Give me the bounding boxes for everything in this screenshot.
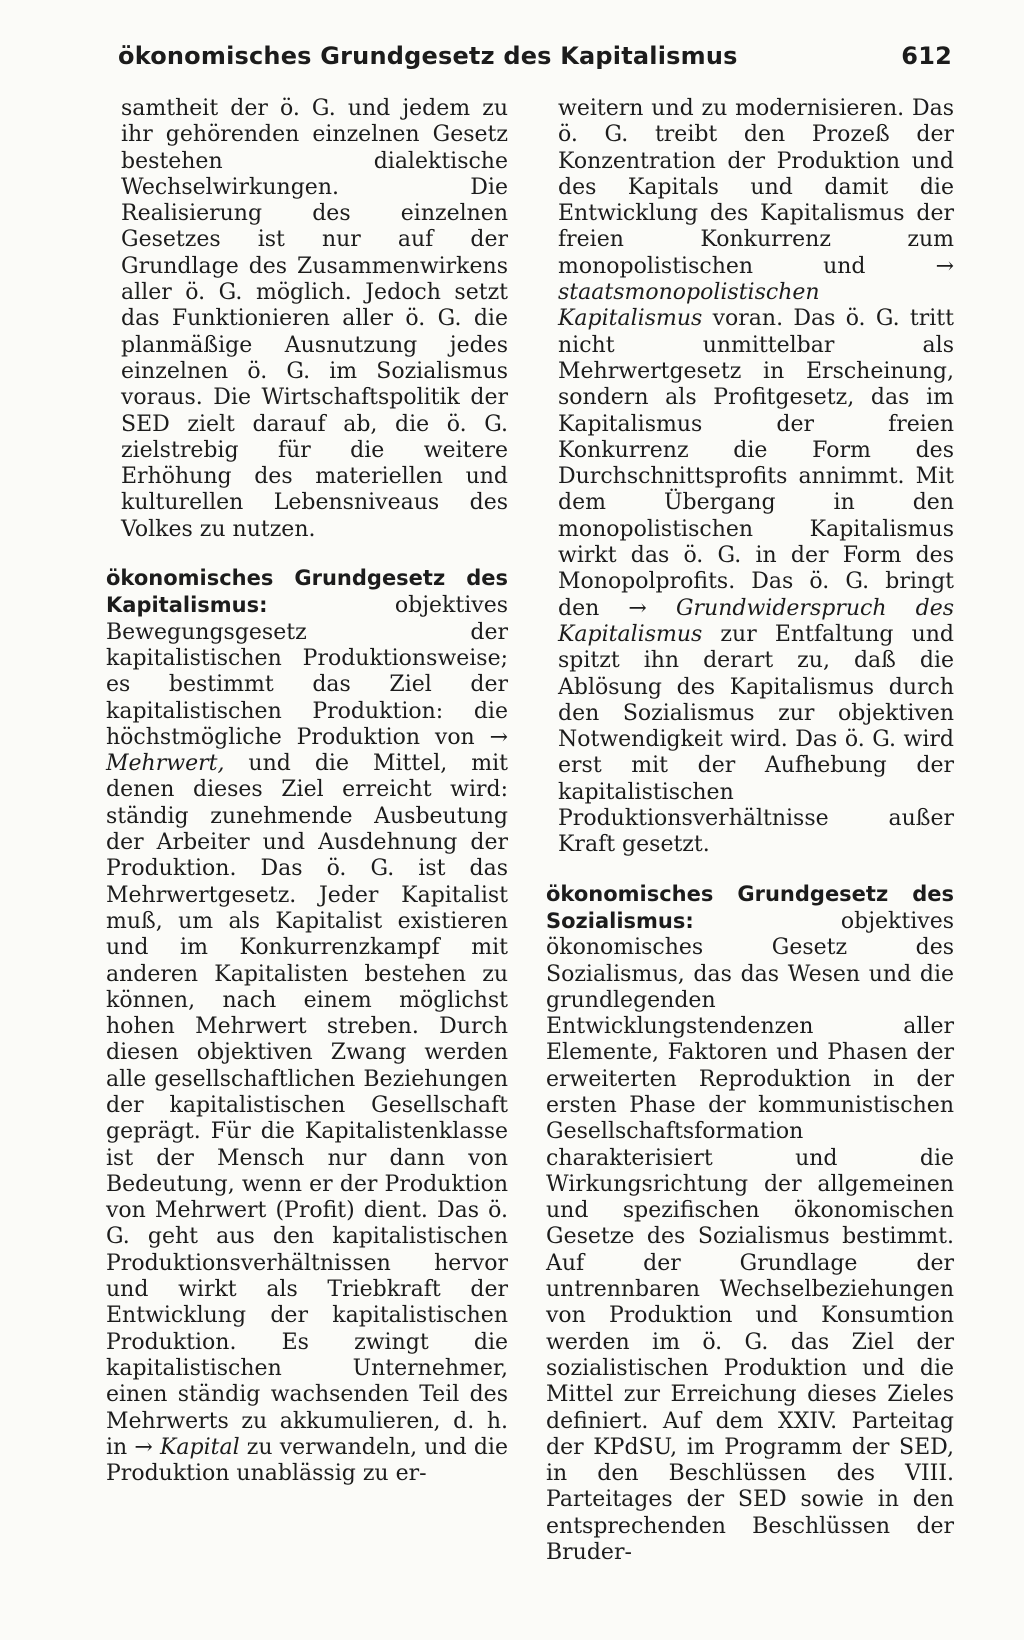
entry-text: und die Mittel, mit denen dieses Ziel erreicht wird: ständig zunehmende Ausbeutung der Arbeiter und Ausdehnung der Produktion. Das ö. G. ist das Mehrwertgesetz. Jeder Kapitalist muß, um als Kapitalist existieren und im Konkurrenzkampf mit anderen Kapitalisten bestehen zu können, nach einem möglichst hohen Mehrwert streben. Durch diesen objektiven Zwang werden alle gesellschaftlichen Beziehungen der kapitalistischen Gesellschaft geprägt. Für die Kapitalistenklasse ist der Mensch nur dann von Bedeutung, wenn er der Produktion von Mehrwert (Profit) dient. Das ö. G. geht aus den kapitalistischen Produktionsverhältnissen hervor und wirkt als Triebkraft der Entwicklung der kapitalistischen Produktion. Es zwingt die kapitalistischen Unternehmer, einen ständig wachsenden Teil des Mehrwerts zu akkumulieren, d. h. in	[106, 751, 508, 1460]
header-title: ökonomisches Grundgesetz des Kapitalismus	[118, 42, 738, 70]
left-column	[106, 96, 508, 1487]
continuation-paragraph: samtheit der ö. G. und jedem zu ihr gehörenden einzelnen Gesetz bestehen dialektische Wechselwirkungen. Die Realisierung des einzelnen Gesetzes ist nur auf der Grundlage des Zusammenwirkens aller ö. G. möglich. Jedoch setzt das Funktionieren aller ö. G. die planmäßige Ausnutzung jedes einzelnen ö. G. im Sozialismus voraus. Die Wirtschaftspolitik der SED zielt darauf ab, die ö. G. zielstrebig für die weitere Erhöhung des materiellen und kulturellen Lebensniveaus des Volkes zu nutzen.	[121, 96, 508, 542]
entry-kapitalismus	[106, 565, 508, 1487]
entry-text: objektives ökonomisches Gesetz des Sozialismus, das das Wesen und die grundlegenden Entwicklungstendenzen aller Elemente, Faktoren und Phasen der erweiterten Reproduktion in der ersten Phase der kommunistischen Gesellschaftsformation charakterisiert und die Wirkungsrichtung der allgemeinen und spezifischen ökonomischen Gesetze des Sozialismus bestimmt. Auf der Grundlage der untrennbaren Wechselbeziehungen von Produktion und Konsumtion werden im ö. G. das Ziel der sozialistischen Produktion und die Mittel zur Erreichung dieses Zieles definiert. Auf dem XXIV. Parteitag der KPdSU, im Programm der SED, in den Beschlüssen des VIII. Parteitages der SED sowie in den entsprechenden Beschlüssen der Bruder-	[546, 908, 954, 1566]
entry-headword: ökonomisches Grundgesetz des Sozialismus:	[546, 881, 954, 933]
entry-text: voran. Das ö. G. tritt nicht unmittelbar als Mehrwertgesetz in Erscheinung, sondern als Profitgesetz, das im Kapitalismus der freien Konkurrenz die Form des Durchschnittsprofits annimmt. Mit dem Übergang in den monopolistischen Kapitalismus wirkt das ö. G. in der Form des Monopolprofits. Das ö. G. bringt den	[558, 306, 954, 621]
entry-text: zu verwandeln, und die Produktion unablässig zu er-	[106, 1434, 508, 1487]
cross-reference-grundwiderspruch[interactable]: → Grundwiderspruch des Kapitalismus	[558, 595, 954, 647]
continuation-paragraph	[558, 96, 954, 859]
entry-sozialismus	[546, 881, 954, 1567]
cross-reference-mehrwert[interactable]: → Mehrwert,	[106, 724, 508, 777]
entry-text: objektives Bewegungsgesetz der kapitalistischen Produktionsweise; es bestimmt das Ziel der kapitalistischen Produktion: die höchstmögliche Produktion von	[106, 593, 508, 750]
running-header	[118, 42, 952, 82]
entry-text: zur Entfaltung und spitzt ihn derart zu, daß die Ablösung des Kapitalismus durch den Sozialismus zur objektiven Notwendigkeit wird. Das ö. G. wird erst mit der Aufhebung der kapitalistischen Produktionsverhältnisse außer Kraft gesetzt.	[558, 621, 954, 858]
cross-reference-kapital[interactable]: → Kapital	[134, 1434, 240, 1460]
page-number: 612	[901, 42, 952, 70]
cross-reference-staatsmonopolistischer-kapitalismus[interactable]: → staatsmonopolistischen Kapitalismus	[558, 253, 954, 332]
entry-headword: ökonomisches Grundgesetz des Kapitalismus:	[106, 566, 508, 618]
entry-text: weitern und zu modernisieren. Das ö. G. treibt den Prozeß der Konzentration der Produktion und des Kapitals und damit die Entwicklung des Kapitalismus der freien Konkurrenz zum monopolistischen und	[558, 96, 954, 279]
right-column	[546, 96, 954, 1566]
